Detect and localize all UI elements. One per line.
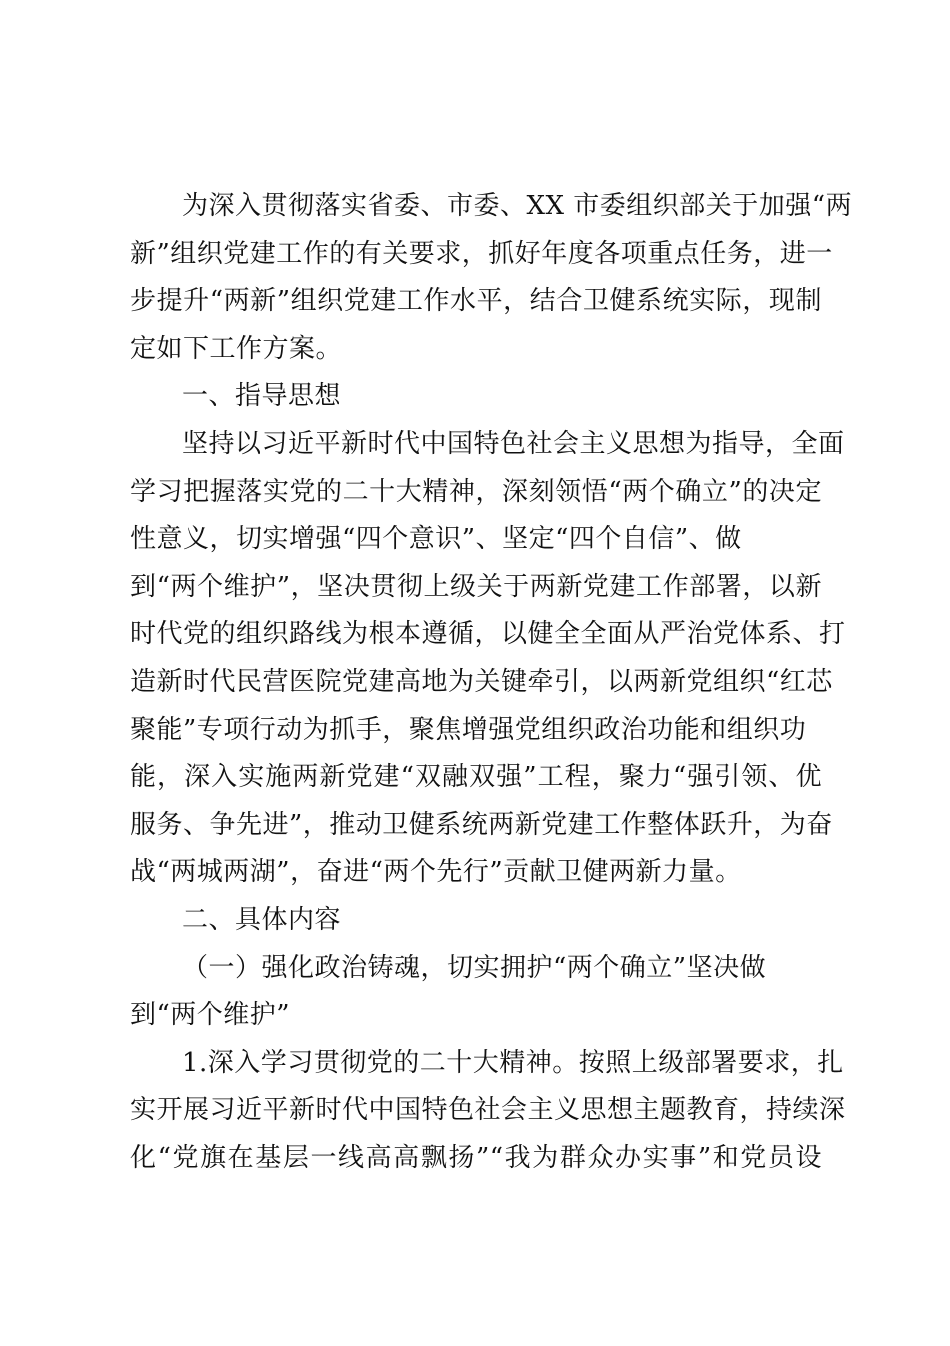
subsection-heading-1-line-2: 到“两个维护” (130, 1000, 291, 1031)
paragraph-item-1-line-2: 实开展习近平新时代中国特色社会主义思想主题教育，持续深 (130, 1095, 846, 1126)
paragraph-intro-line-1: 为深入贯彻落实省委、市委、XX 市委组织部关于加强“两 (182, 191, 853, 221)
paragraph-intro-line-4: 定如下工作方案。 (130, 333, 343, 364)
paragraph-guiding-line-8: 能，深入实施两新党建“双融双强”工程，聚力“强引领、优 (130, 762, 822, 793)
paragraph-intro-line-2: 新”组织党建工作的有关要求，抓好年度各项重点任务，进一 (130, 238, 833, 269)
paragraph-guiding-line-5: 时代党的组织路线为根本遵循，以健全全面从严治党体系、打 (130, 619, 846, 650)
paragraph-guiding-line-4: 到“两个维护”，坚决贯彻上级关于两新党建工作部署，以新 (130, 571, 822, 602)
paragraph-guiding-line-9: 服务、争先进”，推动卫健系统两新党建工作整体跃升，为奋 (130, 809, 833, 840)
paragraph-guiding-line-10: 战“两城两湖”，奋进“两个先行”贡献卫健两新力量。 (130, 857, 742, 888)
paragraph-guiding-line-6: 造新时代民营医院党建高地为关键牵引，以两新党组织“红芯 (130, 666, 833, 697)
document-body (130, 183, 853, 1182)
paragraph-guiding-line-3: 性意义，切实增强“四个意识”、坚定“四个自信”、做 (130, 524, 742, 555)
subsection-heading-1-line-1: （一）强化政治铸魂，切实拥护“两个确立”坚决做 (182, 952, 767, 983)
section-heading-specific-content: 二、具体内容 (182, 904, 342, 935)
paragraph-guiding-line-2: 学习把握落实党的二十大精神，深刻领悟“两个确立”的决定 (130, 476, 822, 507)
paragraph-item-1-line-3: 化“党旗在基层一线高高飘扬”“我为群众办实事”和党员设 (130, 1142, 822, 1173)
paragraph-item-1-line-1: 1.深入学习贯彻党的二十大精神。按照上级部署要求，扎 (182, 1047, 844, 1078)
paragraph-intro-line-3: 步提升“两新”组织党建工作水平，结合卫健系统实际，现制 (130, 286, 822, 317)
paragraph-guiding-line-1: 坚持以习近平新时代中国特色社会主义思想为指导，全面 (182, 428, 845, 459)
section-heading-guiding-thought: 一、指导思想 (182, 381, 342, 412)
paragraph-guiding-line-7: 聚能”专项行动为抓手，聚焦增强党组织政治功能和组织功 (130, 714, 807, 745)
